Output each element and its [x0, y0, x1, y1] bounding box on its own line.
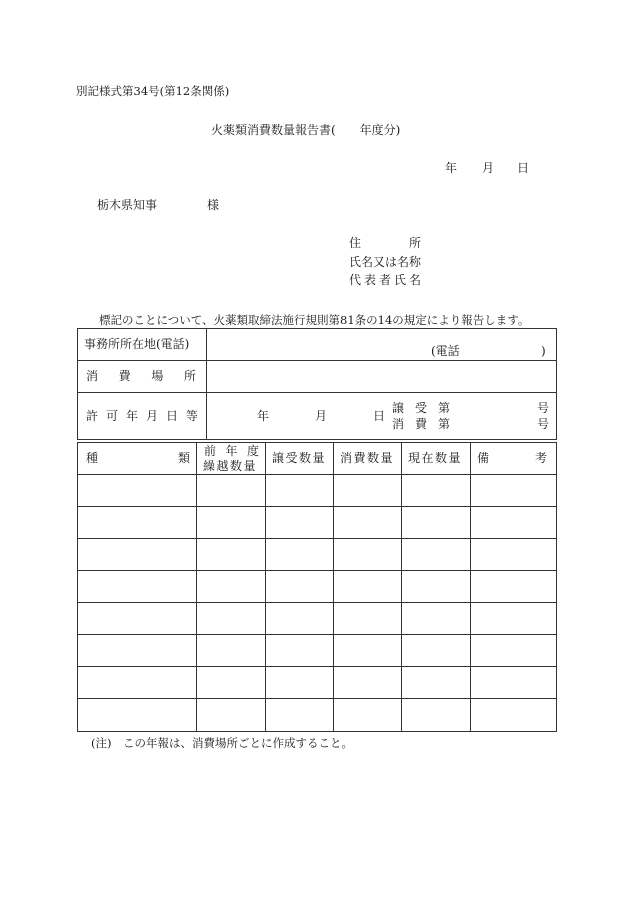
address-label: 住 所 [349, 236, 421, 250]
consume-number-label: 消 費 第 [392, 417, 450, 431]
header-prev-line1: 前 年 度 [204, 444, 259, 458]
header-consume: 消費数量 [340, 451, 395, 465]
footnote: (注) この年報は、消費場所ごとに作成すること。 [91, 736, 353, 750]
header-prev-line2: 繰越数量 [203, 459, 258, 473]
permit-day-label: 日 [373, 409, 386, 423]
representative-label: 代 表 者 氏 名 [349, 273, 421, 287]
header-current: 現在数量 [408, 451, 463, 465]
intro-text: 標記のことについて、火薬類取締法施行規則第81条の14の規定により報告します。 [99, 313, 530, 327]
office-address-label: 事務所所在地(電話) [84, 337, 190, 351]
addressee: 栃木県知事 [97, 198, 158, 212]
consume-number-suffix: 号 [537, 417, 550, 431]
document-title: 火薬類消費数量報告書( 年度分) [211, 123, 401, 137]
header-kind: 種 類 [86, 451, 190, 465]
transfer-number-label: 譲 受 第 [392, 401, 450, 415]
data-table [77, 442, 557, 732]
phone-open: (電話 [431, 344, 460, 358]
permit-year-label: 年 [257, 409, 270, 423]
site-label: 消 費 場 所 [86, 369, 196, 383]
permit-month-label: 月 [315, 409, 328, 423]
permit-date-label: 許 可 年 月 日 等 [86, 409, 198, 423]
transfer-number-suffix: 号 [537, 401, 550, 415]
header-transfer: 譲受数量 [272, 451, 327, 465]
honorific: 様 [207, 198, 220, 212]
date-day-label: 日 [517, 161, 530, 175]
name-label: 氏名又は名称 [349, 255, 422, 269]
form-number: 別記様式第34号(第12条関係) [76, 84, 230, 98]
date-year-label: 年 [445, 161, 458, 175]
date-month-label: 月 [482, 161, 495, 175]
phone-close: ) [541, 344, 546, 358]
header-remarks: 備 考 [477, 451, 547, 465]
